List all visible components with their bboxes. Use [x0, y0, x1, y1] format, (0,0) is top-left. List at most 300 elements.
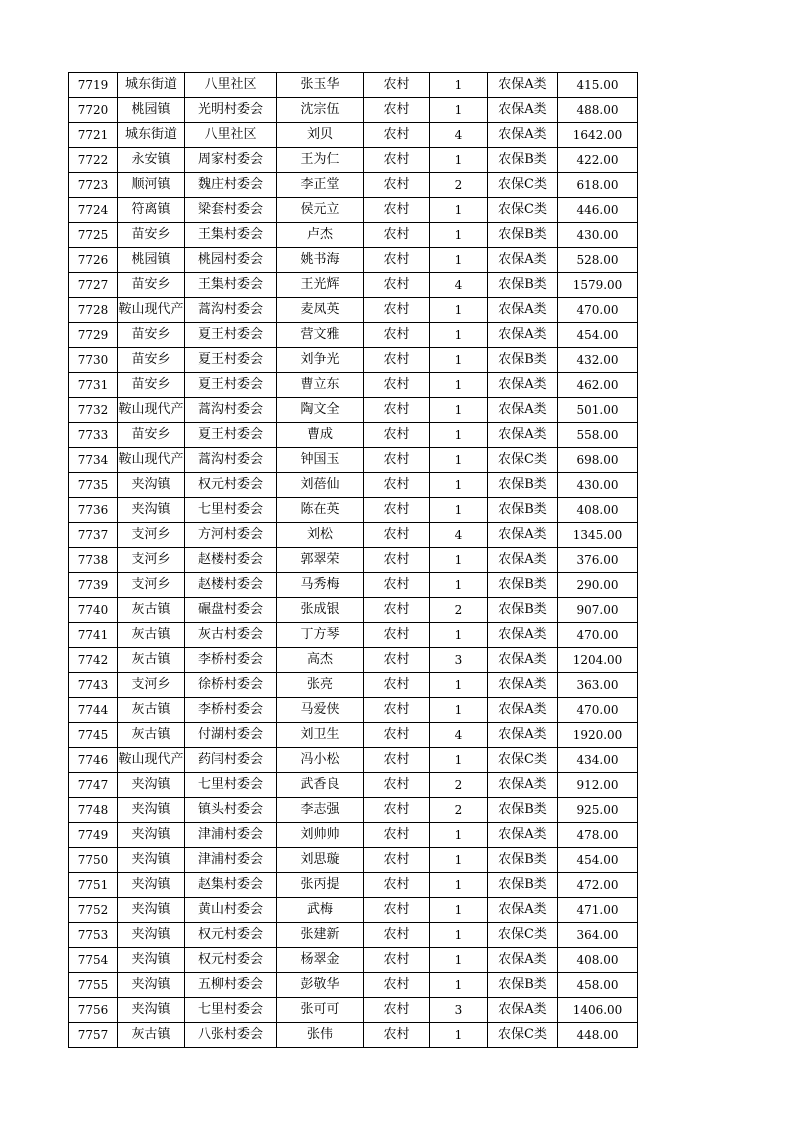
household-type-cell: 农村	[364, 523, 430, 548]
member-count-cell: 1	[430, 498, 488, 523]
town-cell: 鞍山现代产	[118, 398, 185, 423]
amount-cell: 432.00	[558, 348, 638, 373]
table-row	[69, 648, 638, 673]
amount-cell: 376.00	[558, 548, 638, 573]
table-row	[69, 348, 638, 373]
town-cell: 支河乡	[118, 523, 185, 548]
name-cell: 沈宗伍	[277, 98, 364, 123]
village-cell: 蒿沟村委会	[185, 448, 277, 473]
household-type-cell: 农村	[364, 423, 430, 448]
village-cell: 八张村委会	[185, 1023, 277, 1048]
insurance-class-cell: 农保A类	[488, 73, 558, 98]
town-cell: 苗安乡	[118, 423, 185, 448]
table-row	[69, 173, 638, 198]
amount-cell: 462.00	[558, 373, 638, 398]
table-row	[69, 748, 638, 773]
serial-number-cell: 7744	[69, 698, 118, 723]
member-count-cell: 1	[430, 73, 488, 98]
town-cell: 城东街道	[118, 123, 185, 148]
insurance-class-cell: 农保B类	[488, 473, 558, 498]
town-cell: 支河乡	[118, 673, 185, 698]
town-cell: 苗安乡	[118, 373, 185, 398]
amount-cell: 1579.00	[558, 273, 638, 298]
name-cell: 马爱侠	[277, 698, 364, 723]
village-cell: 权元村委会	[185, 473, 277, 498]
household-type-cell: 农村	[364, 248, 430, 273]
insurance-class-cell: 农保C类	[488, 448, 558, 473]
table-row	[69, 448, 638, 473]
household-type-cell: 农村	[364, 873, 430, 898]
insurance-class-cell: 农保B类	[488, 223, 558, 248]
serial-number-cell: 7725	[69, 223, 118, 248]
town-cell: 符离镇	[118, 198, 185, 223]
member-count-cell: 1	[430, 223, 488, 248]
household-type-cell: 农村	[364, 223, 430, 248]
town-cell: 苗安乡	[118, 223, 185, 248]
name-cell: 姚书海	[277, 248, 364, 273]
table-row	[69, 248, 638, 273]
member-count-cell: 1	[430, 848, 488, 873]
name-cell: 麦凤英	[277, 298, 364, 323]
name-cell: 刘帅帅	[277, 823, 364, 848]
household-type-cell: 农村	[364, 323, 430, 348]
name-cell: 王为仁	[277, 148, 364, 173]
household-type-cell: 农村	[364, 973, 430, 998]
amount-cell: 454.00	[558, 323, 638, 348]
household-type-cell: 农村	[364, 623, 430, 648]
records-table	[68, 72, 638, 1048]
insurance-class-cell: 农保A类	[488, 623, 558, 648]
amount-cell: 408.00	[558, 498, 638, 523]
town-cell: 夹沟镇	[118, 473, 185, 498]
member-count-cell: 1	[430, 98, 488, 123]
household-type-cell: 农村	[364, 148, 430, 173]
name-cell: 刘松	[277, 523, 364, 548]
insurance-class-cell: 农保A类	[488, 123, 558, 148]
member-count-cell: 3	[430, 998, 488, 1023]
village-cell: 夏王村委会	[185, 423, 277, 448]
table-row	[69, 323, 638, 348]
table-row	[69, 798, 638, 823]
amount-cell: 1204.00	[558, 648, 638, 673]
amount-cell: 471.00	[558, 898, 638, 923]
town-cell: 灰古镇	[118, 598, 185, 623]
serial-number-cell: 7746	[69, 748, 118, 773]
household-type-cell: 农村	[364, 398, 430, 423]
insurance-class-cell: 农保B类	[488, 873, 558, 898]
serial-number-cell: 7721	[69, 123, 118, 148]
household-type-cell: 农村	[364, 798, 430, 823]
village-cell: 赵楼村委会	[185, 573, 277, 598]
insurance-class-cell: 农保A类	[488, 948, 558, 973]
household-type-cell: 农村	[364, 173, 430, 198]
insurance-class-cell: 农保C类	[488, 923, 558, 948]
household-type-cell: 农村	[364, 348, 430, 373]
table-row	[69, 473, 638, 498]
name-cell: 张可可	[277, 998, 364, 1023]
town-cell: 支河乡	[118, 548, 185, 573]
amount-cell: 925.00	[558, 798, 638, 823]
town-cell: 苗安乡	[118, 323, 185, 348]
insurance-class-cell: 农保A类	[488, 373, 558, 398]
serial-number-cell: 7738	[69, 548, 118, 573]
insurance-class-cell: 农保A类	[488, 248, 558, 273]
amount-cell: 1920.00	[558, 723, 638, 748]
town-cell: 鞍山现代产	[118, 748, 185, 773]
table-row	[69, 898, 638, 923]
member-count-cell: 1	[430, 1023, 488, 1048]
serial-number-cell: 7736	[69, 498, 118, 523]
insurance-class-cell: 农保C类	[488, 748, 558, 773]
member-count-cell: 1	[430, 873, 488, 898]
household-type-cell: 农村	[364, 448, 430, 473]
table-row	[69, 273, 638, 298]
serial-number-cell: 7749	[69, 823, 118, 848]
household-type-cell: 农村	[364, 98, 430, 123]
insurance-class-cell: 农保A类	[488, 898, 558, 923]
serial-number-cell: 7737	[69, 523, 118, 548]
household-type-cell: 农村	[364, 748, 430, 773]
amount-cell: 364.00	[558, 923, 638, 948]
table-row	[69, 923, 638, 948]
village-cell: 五柳村委会	[185, 973, 277, 998]
village-cell: 津浦村委会	[185, 823, 277, 848]
member-count-cell: 1	[430, 373, 488, 398]
insurance-class-cell: 农保B类	[488, 598, 558, 623]
member-count-cell: 1	[430, 198, 488, 223]
amount-cell: 698.00	[558, 448, 638, 473]
table-row	[69, 98, 638, 123]
table-row	[69, 573, 638, 598]
town-cell: 顺河镇	[118, 173, 185, 198]
name-cell: 陶文全	[277, 398, 364, 423]
serial-number-cell: 7752	[69, 898, 118, 923]
amount-cell: 470.00	[558, 298, 638, 323]
serial-number-cell: 7755	[69, 973, 118, 998]
village-cell: 蒿沟村委会	[185, 398, 277, 423]
member-count-cell: 2	[430, 798, 488, 823]
household-type-cell: 农村	[364, 198, 430, 223]
town-cell: 永安镇	[118, 148, 185, 173]
village-cell: 付湖村委会	[185, 723, 277, 748]
insurance-class-cell: 农保B类	[488, 798, 558, 823]
member-count-cell: 2	[430, 173, 488, 198]
village-cell: 药闫村委会	[185, 748, 277, 773]
town-cell: 夹沟镇	[118, 773, 185, 798]
amount-cell: 430.00	[558, 223, 638, 248]
amount-cell: 1642.00	[558, 123, 638, 148]
member-count-cell: 1	[430, 898, 488, 923]
household-type-cell: 农村	[364, 273, 430, 298]
household-type-cell: 农村	[364, 648, 430, 673]
town-cell: 夹沟镇	[118, 498, 185, 523]
town-cell: 支河乡	[118, 573, 185, 598]
member-count-cell: 4	[430, 523, 488, 548]
table-row	[69, 373, 638, 398]
town-cell: 夹沟镇	[118, 873, 185, 898]
table-row	[69, 198, 638, 223]
village-cell: 赵集村委会	[185, 873, 277, 898]
town-cell: 夹沟镇	[118, 798, 185, 823]
name-cell: 曹成	[277, 423, 364, 448]
insurance-class-cell: 农保C类	[488, 1023, 558, 1048]
town-cell: 夹沟镇	[118, 923, 185, 948]
town-cell: 鞍山现代产	[118, 448, 185, 473]
name-cell: 武香良	[277, 773, 364, 798]
serial-number-cell: 7727	[69, 273, 118, 298]
member-count-cell: 1	[430, 948, 488, 973]
serial-number-cell: 7747	[69, 773, 118, 798]
village-cell: 七里村委会	[185, 773, 277, 798]
village-cell: 蒿沟村委会	[185, 298, 277, 323]
name-cell: 曹立东	[277, 373, 364, 398]
village-cell: 赵楼村委会	[185, 548, 277, 573]
name-cell: 刘卫生	[277, 723, 364, 748]
name-cell: 冯小松	[277, 748, 364, 773]
household-type-cell: 农村	[364, 998, 430, 1023]
insurance-class-cell: 农保A类	[488, 323, 558, 348]
amount-cell: 434.00	[558, 748, 638, 773]
insurance-class-cell: 农保A类	[488, 823, 558, 848]
amount-cell: 408.00	[558, 948, 638, 973]
amount-cell: 1345.00	[558, 523, 638, 548]
serial-number-cell: 7745	[69, 723, 118, 748]
village-cell: 夏王村委会	[185, 373, 277, 398]
member-count-cell: 4	[430, 123, 488, 148]
village-cell: 王集村委会	[185, 273, 277, 298]
amount-cell: 430.00	[558, 473, 638, 498]
serial-number-cell: 7739	[69, 573, 118, 598]
amount-cell: 422.00	[558, 148, 638, 173]
household-type-cell: 农村	[364, 673, 430, 698]
household-type-cell: 农村	[364, 498, 430, 523]
village-cell: 权元村委会	[185, 923, 277, 948]
village-cell: 周家村委会	[185, 148, 277, 173]
household-type-cell: 农村	[364, 573, 430, 598]
name-cell: 丁方琴	[277, 623, 364, 648]
serial-number-cell: 7757	[69, 1023, 118, 1048]
member-count-cell: 1	[430, 148, 488, 173]
member-count-cell: 1	[430, 673, 488, 698]
household-type-cell: 农村	[364, 373, 430, 398]
member-count-cell: 2	[430, 773, 488, 798]
member-count-cell: 1	[430, 448, 488, 473]
insurance-class-cell: 农保B类	[488, 573, 558, 598]
name-cell: 刘蓓仙	[277, 473, 364, 498]
name-cell: 刘争光	[277, 348, 364, 373]
member-count-cell: 1	[430, 748, 488, 773]
member-count-cell: 1	[430, 623, 488, 648]
member-count-cell: 1	[430, 548, 488, 573]
town-cell: 鞍山现代产	[118, 298, 185, 323]
town-cell: 桃园镇	[118, 248, 185, 273]
village-cell: 光明村委会	[185, 98, 277, 123]
name-cell: 陈在英	[277, 498, 364, 523]
serial-number-cell: 7720	[69, 98, 118, 123]
table-row	[69, 298, 638, 323]
insurance-class-cell: 农保C类	[488, 173, 558, 198]
member-count-cell: 1	[430, 823, 488, 848]
household-type-cell: 农村	[364, 598, 430, 623]
table-row	[69, 723, 638, 748]
insurance-class-cell: 农保A类	[488, 298, 558, 323]
town-cell: 夹沟镇	[118, 973, 185, 998]
member-count-cell: 1	[430, 423, 488, 448]
insurance-class-cell: 农保A类	[488, 773, 558, 798]
amount-cell: 470.00	[558, 623, 638, 648]
name-cell: 马秀梅	[277, 573, 364, 598]
town-cell: 夹沟镇	[118, 898, 185, 923]
table-row	[69, 973, 638, 998]
serial-number-cell: 7723	[69, 173, 118, 198]
serial-number-cell: 7753	[69, 923, 118, 948]
name-cell: 杨翠金	[277, 948, 364, 973]
table-row	[69, 223, 638, 248]
member-count-cell: 1	[430, 473, 488, 498]
insurance-class-cell: 农保B类	[488, 348, 558, 373]
table-row	[69, 998, 638, 1023]
amount-cell: 448.00	[558, 1023, 638, 1048]
amount-cell: 470.00	[558, 698, 638, 723]
member-count-cell: 1	[430, 323, 488, 348]
name-cell: 彭敬华	[277, 973, 364, 998]
household-type-cell: 农村	[364, 848, 430, 873]
amount-cell: 618.00	[558, 173, 638, 198]
household-type-cell: 农村	[364, 123, 430, 148]
serial-number-cell: 7726	[69, 248, 118, 273]
name-cell: 张亮	[277, 673, 364, 698]
insurance-class-cell: 农保A类	[488, 698, 558, 723]
town-cell: 灰古镇	[118, 1023, 185, 1048]
amount-cell: 458.00	[558, 973, 638, 998]
insurance-class-cell: 农保B类	[488, 848, 558, 873]
serial-number-cell: 7731	[69, 373, 118, 398]
serial-number-cell: 7730	[69, 348, 118, 373]
name-cell: 刘思璇	[277, 848, 364, 873]
serial-number-cell: 7735	[69, 473, 118, 498]
amount-cell: 363.00	[558, 673, 638, 698]
town-cell: 夹沟镇	[118, 848, 185, 873]
member-count-cell: 1	[430, 973, 488, 998]
serial-number-cell: 7732	[69, 398, 118, 423]
town-cell: 夹沟镇	[118, 948, 185, 973]
village-cell: 李桥村委会	[185, 698, 277, 723]
household-type-cell: 农村	[364, 823, 430, 848]
serial-number-cell: 7740	[69, 598, 118, 623]
member-count-cell: 1	[430, 298, 488, 323]
member-count-cell: 1	[430, 348, 488, 373]
household-type-cell: 农村	[364, 473, 430, 498]
village-cell: 夏王村委会	[185, 348, 277, 373]
serial-number-cell: 7722	[69, 148, 118, 173]
table-row	[69, 948, 638, 973]
serial-number-cell: 7719	[69, 73, 118, 98]
member-count-cell: 1	[430, 248, 488, 273]
village-cell: 夏王村委会	[185, 323, 277, 348]
name-cell: 张成银	[277, 598, 364, 623]
household-type-cell: 农村	[364, 948, 430, 973]
table-row	[69, 548, 638, 573]
member-count-cell: 4	[430, 273, 488, 298]
insurance-class-cell: 农保B类	[488, 498, 558, 523]
insurance-class-cell: 农保A类	[488, 548, 558, 573]
household-type-cell: 农村	[364, 723, 430, 748]
serial-number-cell: 7733	[69, 423, 118, 448]
village-cell: 津浦村委会	[185, 848, 277, 873]
member-count-cell: 1	[430, 923, 488, 948]
name-cell: 李志强	[277, 798, 364, 823]
insurance-class-cell: 农保C类	[488, 198, 558, 223]
amount-cell: 415.00	[558, 73, 638, 98]
village-cell: 碾盘村委会	[185, 598, 277, 623]
household-type-cell: 农村	[364, 548, 430, 573]
household-type-cell: 农村	[364, 898, 430, 923]
table-row	[69, 398, 638, 423]
name-cell: 张伟	[277, 1023, 364, 1048]
table-row	[69, 423, 638, 448]
insurance-class-cell: 农保B类	[488, 273, 558, 298]
insurance-class-cell: 农保A类	[488, 673, 558, 698]
village-cell: 黄山村委会	[185, 898, 277, 923]
town-cell: 灰古镇	[118, 623, 185, 648]
household-type-cell: 农村	[364, 698, 430, 723]
table-row	[69, 623, 638, 648]
table-row	[69, 823, 638, 848]
name-cell: 武梅	[277, 898, 364, 923]
household-type-cell: 农村	[364, 1023, 430, 1048]
amount-cell: 1406.00	[558, 998, 638, 1023]
serial-number-cell: 7729	[69, 323, 118, 348]
member-count-cell: 3	[430, 648, 488, 673]
table-row	[69, 523, 638, 548]
town-cell: 夹沟镇	[118, 998, 185, 1023]
serial-number-cell: 7734	[69, 448, 118, 473]
village-cell: 李桥村委会	[185, 648, 277, 673]
name-cell: 卢杰	[277, 223, 364, 248]
name-cell: 刘贝	[277, 123, 364, 148]
village-cell: 权元村委会	[185, 948, 277, 973]
village-cell: 桃园村委会	[185, 248, 277, 273]
table-row	[69, 673, 638, 698]
village-cell: 镇头村委会	[185, 798, 277, 823]
insurance-class-cell: 农保A类	[488, 98, 558, 123]
amount-cell: 446.00	[558, 198, 638, 223]
town-cell: 灰古镇	[118, 698, 185, 723]
member-count-cell: 1	[430, 573, 488, 598]
serial-number-cell: 7742	[69, 648, 118, 673]
name-cell: 高杰	[277, 648, 364, 673]
table-row	[69, 73, 638, 98]
amount-cell: 501.00	[558, 398, 638, 423]
name-cell: 侯元立	[277, 198, 364, 223]
village-cell: 徐桥村委会	[185, 673, 277, 698]
serial-number-cell: 7754	[69, 948, 118, 973]
amount-cell: 478.00	[558, 823, 638, 848]
table-row	[69, 1023, 638, 1048]
name-cell: 李正堂	[277, 173, 364, 198]
name-cell: 张建新	[277, 923, 364, 948]
amount-cell: 558.00	[558, 423, 638, 448]
amount-cell: 472.00	[558, 873, 638, 898]
town-cell: 桃园镇	[118, 98, 185, 123]
table-row	[69, 123, 638, 148]
records-table-body	[69, 73, 638, 1048]
table-row	[69, 698, 638, 723]
household-type-cell: 农村	[364, 73, 430, 98]
serial-number-cell: 7728	[69, 298, 118, 323]
name-cell: 郭翠荣	[277, 548, 364, 573]
member-count-cell: 1	[430, 398, 488, 423]
